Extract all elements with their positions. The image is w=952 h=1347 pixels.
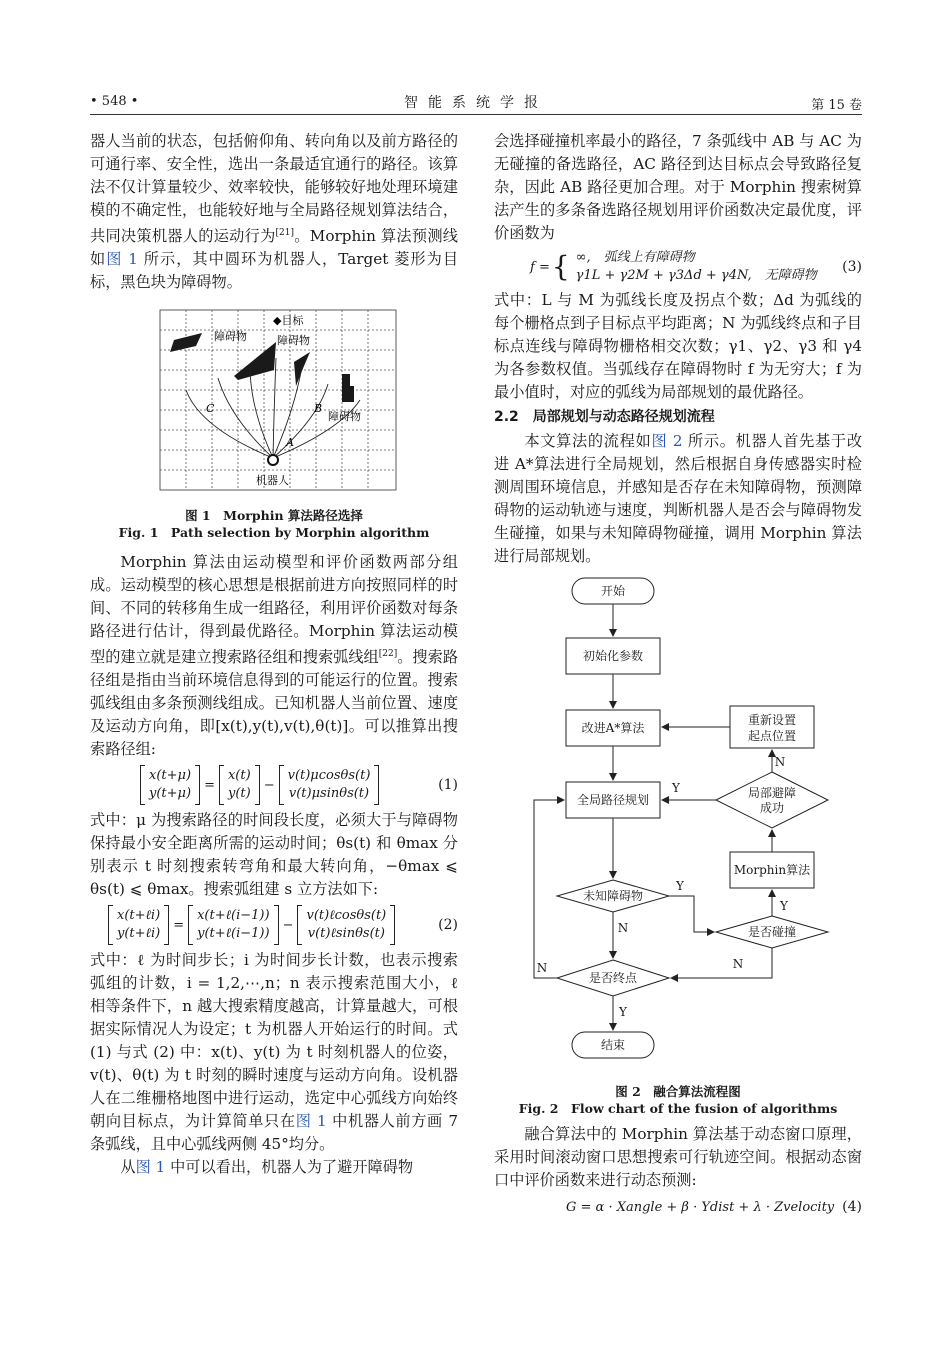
svg-text:A: A: [286, 436, 294, 450]
figure-1: [90, 308, 458, 541]
svg-text:是否碰撞: 是否碰撞: [747, 925, 797, 939]
svg-text:障碍物: 障碍物: [214, 330, 247, 344]
running-header: [90, 92, 862, 115]
robot-ring: [268, 455, 278, 465]
svg-text:障碍物: 障碍物: [328, 410, 361, 424]
paragraph: 式中：ℓ 为时间步长；i 为时间步长计数，也表示搜索弧组的计数，i = 1,2,⋯,n；n 表示搜索范围大小，ℓ 相等条件下，n 越大搜索精度越高，计算量越大，可根据实际情况人为设定；t 为机器人开始运行的时间。式 (1) 与式 (2) 中：x(t)、y(t) 为 t 时刻机器人的位姿，v(t)、θ(t) 为 t 时刻的瞬时速度与运动方向角。设机器人在二维栅格地图中进行运动，选定中心弧线方向始终朝向目标点，为计算简单只在图 1 中机器人前方画 7 条弧线，且中心弧线两侧 45°均分。: [90, 951, 458, 1154]
figure-1-caption-cn: 图 1 Morphin 算法路径选择: [185, 508, 363, 524]
svg-text:起点位置: 起点位置: [747, 729, 797, 743]
svg-text:全局路径规划: 全局路径规划: [576, 793, 650, 807]
svg-text:成功: 成功: [759, 801, 785, 815]
svg-text:重新设置: 重新设置: [747, 713, 797, 727]
svg-text:N: N: [617, 921, 629, 935]
svg-text:Y: Y: [672, 781, 680, 795]
paragraph: 式中：μ 为搜索路径的时间段长度，必须大于与障碍物保持最小安全距离所需的运动时间；θs(t) 和 θmax 分别表示 t 时刻搜索转弯角和最大转向角，−θmax ⩽ θs(t) ⩽ θmax。搜索弧组建 s 立方法如下:: [90, 811, 458, 899]
paragraph: 从图 1 中可以看出，机器人为了避开障碍物: [120, 1158, 414, 1177]
svg-text:N: N: [732, 957, 744, 971]
figure-2-caption-en: Fig. 2 Flow chart of the fusion of algorithms: [518, 1101, 838, 1116]
svg-text:开始: 开始: [600, 584, 626, 598]
paragraph: 会选择碰撞机率最小的路径，7 条弧线中 AB 与 AC 为无碰撞的备选路径，AC 路径到达目标点会导致路径复杂，因此 AB 路径更加合理。对于 Morphin 搜索树算法产生的多条备选路径规划用评价函数决定最优度，评价函数为: [494, 132, 862, 242]
paragraph: Morphin 算法由运动模型和评价函数两部分组成。运动模型的核心思想是根据前进方向按照同样的时间、不同的转移角生成一组路径，利用评价函数对每条路径进行估计，得到最优路径。Morphin 算法运动模型的建立就是建立搜索路径组和搜索弧线组[22]。搜索路径组是指由当前环境信息得到的可能运行的位置。搜索弧线组由多条预测线组成。已知机器人当前位置、速度及运动方向角，即[x(t),y(t),v(t),θ(t)]。可以推算出搜索路径组:: [90, 553, 459, 759]
figure-ref-link[interactable]: 图 1: [135, 1158, 166, 1177]
figure-ref-link[interactable]: 图 2: [651, 432, 683, 450]
figure-1-caption-en: Fig. 1 Path selection by Morphin algorithm: [118, 525, 430, 541]
volume: 第 15 卷: [811, 98, 862, 113]
flowchart: [494, 576, 862, 1076]
morphin-path-figure: [90, 308, 458, 496]
obstacle-shape: [234, 342, 276, 380]
svg-text:B: B: [314, 402, 323, 416]
figure-2: [494, 576, 862, 1117]
svg-text:Y: Y: [780, 899, 788, 913]
figure-ref-link[interactable]: 图 1: [106, 250, 138, 269]
obstacle-shape: [342, 374, 354, 402]
obstacle-shape: [294, 352, 310, 386]
paragraph: 式中：L 与 M 为弧线长度及拐点个数；Δd 为弧线的每个栅格点到子目标点平均距离；N 为弧线终点和子目标点连线与障碍物栅格相交次数；γ1、γ2、γ3 和 γ4 为各参数权值。当弧线存在障碍物时 f 为无穷大；f 为最小值时，对应的弧线为局部规划的最优路径。: [494, 291, 862, 401]
left-column: [90, 130, 458, 1179]
svg-text:未知障碍物: 未知障碍物: [582, 889, 644, 903]
equation-1: x(t+μ) y(t+μ) = x(t) y(t) − v(t)μcosθs(t) v(t)μsinθs(t) (1): [90, 765, 458, 805]
svg-text:机器人: 机器人: [256, 474, 289, 488]
svg-text:N: N: [536, 961, 548, 975]
svg-text:N: N: [774, 755, 786, 769]
paragraph: 本文算法的流程如图 2 所示。机器人首先基于改进 A*算法进行全局规划，然后根据自身传感器实时检测周围环境信息，并感知是否存在未知障碍物，预测障碍物的运动轨迹与速度，判断机器人是否会与障碍物发生碰撞，如果与未知障碍物碰撞，调用 Morphin 算法进行局部规划。: [494, 432, 863, 565]
section-heading: 2.2 局部规划与动态路径规划流程: [494, 409, 715, 425]
right-column: [494, 130, 862, 1223]
equation-4: G = α · Xangle + β · Ydist + λ · Zvelocity (4): [566, 1199, 862, 1215]
svg-text:障碍物: 障碍物: [277, 334, 310, 348]
figure-ref-link[interactable]: 图 1: [295, 1112, 327, 1131]
svg-text:初始化参数: 初始化参数: [582, 649, 644, 663]
svg-text:结束: 结束: [600, 1038, 626, 1052]
paragraph: 融合算法中的 Morphin 算法基于动态窗口原理，采用时间滚动窗口思想搜索可行轨迹空间。根据动态窗口中评价函数来进行动态预测:: [494, 1125, 862, 1189]
svg-text:◆目标: ◆目标: [273, 314, 304, 328]
svg-text:C: C: [206, 402, 215, 416]
page-number: • 548 •: [90, 94, 139, 109]
svg-text:改进A*算法: 改进A*算法: [581, 721, 645, 735]
svg-text:是否终点: 是否终点: [588, 971, 638, 985]
equation-2: x(t+ℓi) y(t+ℓi) = x(t+ℓ(i−1)) y(t+ℓ(i−1)) − v(t)ℓcosθs(t) v(t)ℓsinθs(t) (2): [90, 905, 458, 945]
citation[interactable]: [21]: [275, 228, 295, 238]
svg-text:Y: Y: [619, 1005, 627, 1019]
citation[interactable]: [22]: [378, 649, 398, 660]
svg-text:Morphin算法: Morphin算法: [733, 863, 811, 877]
svg-text:局部避障: 局部避障: [747, 786, 797, 800]
equation-3: f = { ∞, 弧线上有障碍物 γ1L + γ2M + γ3Δd + γ4N, 无障碍物 (3): [530, 250, 862, 283]
paragraph: 器人当前的状态，包括俯仰角、转向角以及前方路径的可通行率、安全性，选出一条最适宜通行的路径。该算法不仅计算量较少、效率较快，能够较好地处理环境建模的不确定性，也能较好地与全局路径规划算法结合，共同决策机器人的运动行为[21]。Morphin 算法预测线如图 1 所示，其中圆环为机器人，Target 菱形为目标，黑色块为障碍物。: [90, 132, 459, 292]
svg-text:Y: Y: [676, 879, 684, 893]
avoid-node: [716, 772, 828, 828]
figure-2-caption-cn: 图 2 融合算法流程图: [615, 1084, 741, 1099]
journal-name: 智能系统学报: [404, 95, 548, 111]
